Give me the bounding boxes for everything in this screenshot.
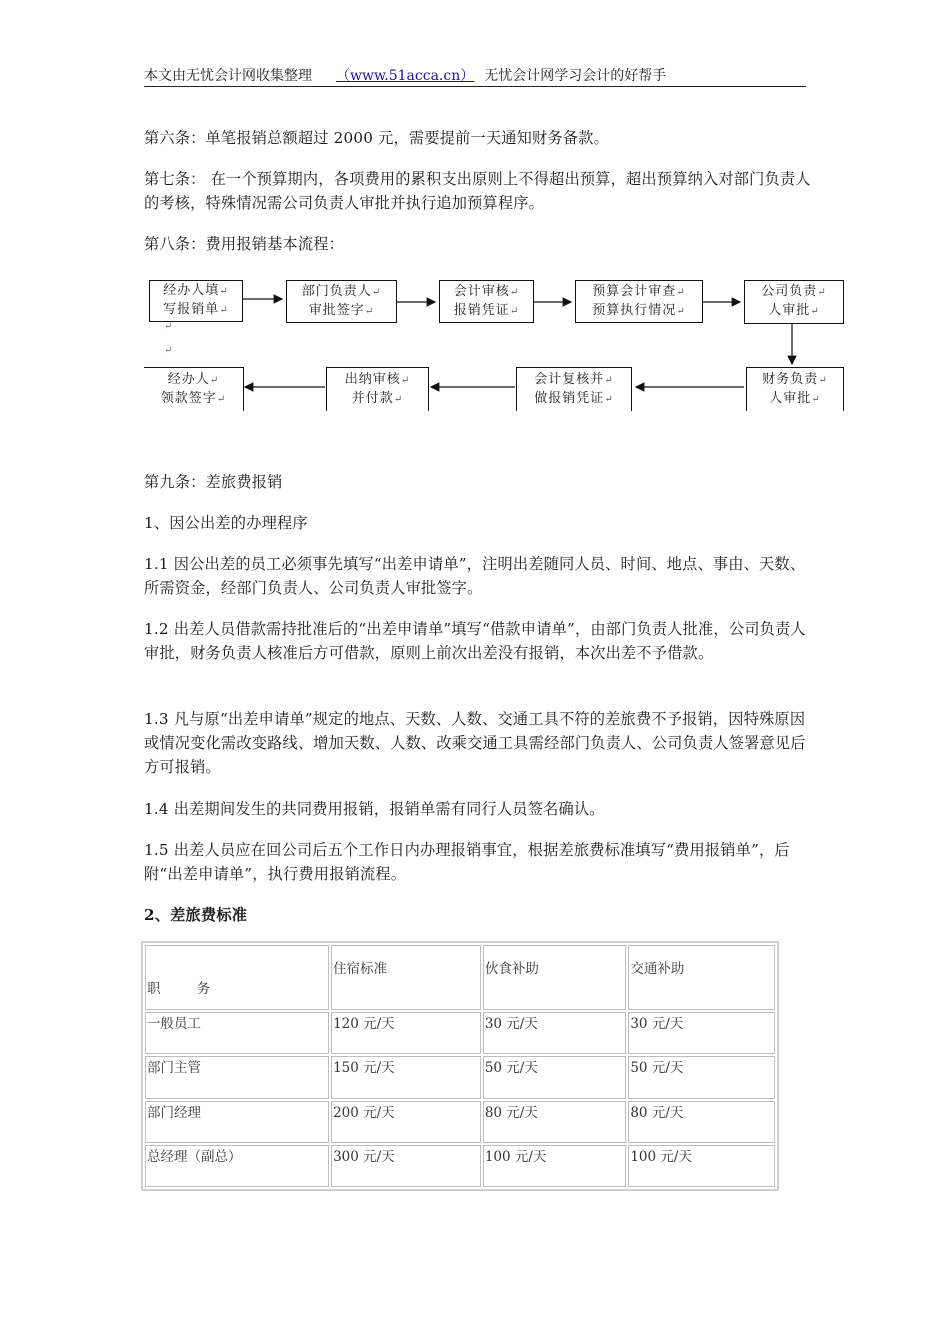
- section-1-title: 1、因公出差的办理程序: [144, 514, 308, 532]
- cell-transport: 50 元/天: [628, 1056, 775, 1098]
- table-header-row: [145, 945, 775, 1010]
- cell-lodging: 200 元/天: [331, 1101, 481, 1143]
- cell-transport: 30 元/天: [628, 1012, 775, 1054]
- travel-standard-table: [141, 941, 779, 1191]
- header-slogan: 无忧会计网学习会计的好帮手: [484, 68, 667, 84]
- stray-return-mark-2: ↵: [164, 345, 173, 356]
- flow-step-finance-approval: 财务负责↵ 人审批↵: [746, 367, 844, 411]
- header-transport: 交通补助: [628, 945, 775, 1010]
- flow-step-receive-payment: 经办人↵ 领款签字↵: [144, 367, 244, 411]
- article-9: 第九条：差旅费报销: [144, 473, 283, 491]
- header-rule: [144, 86, 806, 87]
- cell-position: 一般员工: [145, 1012, 329, 1054]
- flow-step-voucher-recheck: 会计复核并↵ 做报销凭证↵: [516, 367, 632, 411]
- article-7: 第七条： 在一个预算期内，各项费用的累积支出原则上不得超出预算，超出预算纳入对部门负责人的考核，特殊情况需公司负责人审批并执行追加预算程序。: [144, 170, 811, 212]
- article-6: 第六条：单笔报销总额超过 2000 元，需要提前一天通知财务备款。: [144, 129, 609, 147]
- clause-1-3: 1.3 凡与原“出差申请单”规定的地点、天数、人数、交通工具不符的差旅费不予报销，因特殊原因或情况变化需改变路线、增加天数、人数、改乘交通工具需经部门负责人、公司负责人签署意见后方可报销。: [144, 710, 806, 776]
- cell-lodging: 120 元/天: [331, 1012, 481, 1054]
- table-row: [145, 1012, 775, 1054]
- cell-lodging: 150 元/天: [331, 1056, 481, 1098]
- flow-step-dept-approval: 部门负责人↵ 审批签字↵: [286, 280, 397, 323]
- cell-lodging: 300 元/天: [331, 1145, 481, 1187]
- header-link[interactable]: （www.51acca.cn）: [336, 68, 475, 84]
- clause-1-4: 1.4 出差期间发生的共同费用报销，报销单需有同行人员签名确认。: [144, 800, 605, 818]
- clause-1-5: 1.5 出差人员应在回公司后五个工作日内办理报销事宜，根据差旅费标准填写“费用报销单”，后附“出差申请单”，执行费用报销流程。: [144, 841, 790, 883]
- stray-return-mark-1: ↵: [164, 321, 173, 332]
- flow-step-cashier-payment: 出纳审核↵ 并付款↵: [326, 367, 429, 411]
- flow-step-company-approval: 公司负责↵ 人审批↵: [744, 280, 844, 324]
- flow-step-budget-review: 预算会计审查↵ 预算执行情况↵: [575, 280, 703, 323]
- cell-meal: 50 元/天: [483, 1056, 627, 1098]
- cell-position: 部门经理: [145, 1101, 329, 1143]
- cell-position: 部门主管: [145, 1056, 329, 1098]
- flow-step-fill-form: 经办人填↵ 写报销单↵: [149, 280, 243, 322]
- cell-meal: 30 元/天: [483, 1012, 627, 1054]
- table-row: [145, 1056, 775, 1098]
- table-row: [145, 1101, 775, 1143]
- article-8: 第八条：费用报销基本流程：: [144, 235, 345, 253]
- header-source-text: 本文由无忧会计网收集整理: [144, 68, 312, 84]
- header-meal: 伙食补助: [483, 945, 627, 1010]
- clause-1-2: 1.2 出差人员借款需持批准后的“出差申请单”填写“借款申请单”，由部门负责人批准，公司负责人审批，财务负责人核准后方可借款，原则上前次出差没有报销，本次出差不予借款。: [144, 620, 806, 662]
- cell-transport: 80 元/天: [628, 1101, 775, 1143]
- header-lodging: 住宿标准: [331, 945, 481, 1010]
- reimbursement-flowchart: [140, 275, 850, 415]
- cell-transport: 100 元/天: [628, 1145, 775, 1187]
- cell-position: 总经理（副总）: [145, 1145, 329, 1187]
- section-2-title: 2、差旅费标准: [144, 906, 248, 924]
- flow-step-accounting-review: 会计审核↵ 报销凭证↵: [439, 280, 534, 323]
- cell-meal: 100 元/天: [483, 1145, 627, 1187]
- cell-meal: 80 元/天: [483, 1101, 627, 1143]
- header-position: 职 务: [145, 945, 329, 1010]
- table-row: [145, 1145, 775, 1187]
- clause-1-1: 1.1 因公出差的员工必须事先填写“出差申请单”，注明出差随同人员、时间、地点、事由、天数、所需资金，经部门负责人、公司负责人审批签字。: [144, 555, 806, 597]
- page-header: [144, 66, 806, 86]
